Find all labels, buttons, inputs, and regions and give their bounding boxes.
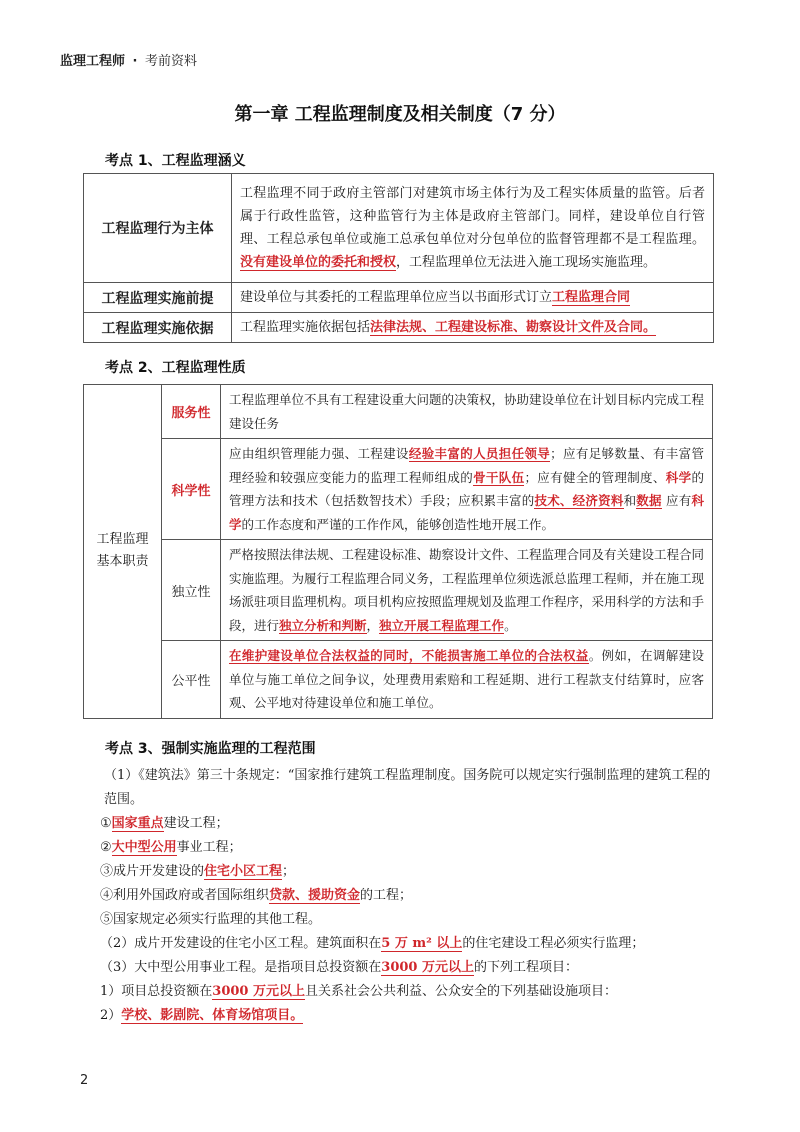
row-text: 应由组织管理能力强、工程建设经验丰富的人员担任领导；应有足够数量、有丰富管理经验和较强应变能力的监理工程师组成的骨干队伍；应有健全的管理制度、科学的管理方法和技术（包括数智技术）手段；应积累丰富的技术、经济资料和数据 应有科学的工作态度和严谨的工作作风，能够创造性地开展工作。 bbox=[221, 439, 713, 540]
list-item: ③成片开发建设的住宅小区工程； bbox=[100, 864, 296, 879]
line-4: 1）项目总投资额在3000 万元以上且关系社会公共利益、公众安全的下列基础设施项目： bbox=[100, 984, 618, 999]
page-header bbox=[60, 50, 197, 69]
section3-heading: 考点 3、强制实施监理的工程范围 bbox=[105, 741, 316, 757]
table-row bbox=[84, 385, 713, 439]
kind-fairness: 公平性 bbox=[162, 641, 221, 719]
section2-heading: 考点 2、工程监理性质 bbox=[105, 360, 246, 376]
intro-paragraph: （1）《建筑法》第三十条规定：“国家推行建筑工程监理制度。国务院可以规定实行强制监理的建筑工程的范围。 bbox=[104, 768, 711, 807]
row-label: 工程监理实施依据 bbox=[84, 313, 232, 343]
row-text: 严格按照法律法规、工程建设标准、勘察设计文件、工程监理合同及有关建设工程合同实施监理。为履行工程监理合同义务，工程监理单位须选派总监理工程师，并在施工现场派驻项目监理机构。项目机构应按照监理规划及监理工作程序，采用科学的方法和手段，进行独立分析和判断，独立开展工程监理工作。 bbox=[221, 540, 713, 641]
list-item: ④利用外国政府或者国际组织贷款、援助资金的工程； bbox=[100, 888, 413, 903]
kind-service: 服务性 bbox=[162, 385, 221, 439]
row-text: 工程监理实施依据包括法律法规、工程建设标准、勘察设计文件及合同。 bbox=[232, 313, 714, 343]
table-row bbox=[84, 283, 714, 313]
table-row bbox=[84, 540, 713, 641]
line-3: （3）大中型公用事业工程。是指项目总投资额在3000 万元以上的下列工程项目： bbox=[100, 960, 579, 975]
highlight-text: 工程监理合同 bbox=[552, 290, 631, 305]
line-5: 2）学校、影剧院、体育场馆项目。 bbox=[100, 1008, 304, 1023]
kind-independence: 独立性 bbox=[162, 540, 221, 641]
list-item: ⑤国家规定必须实行监理的其他工程。 bbox=[100, 912, 322, 927]
line-2: （2）成片开发建设的住宅小区工程。建筑面积在5 万 m² 以上的住宅建设工程必须实行监理； bbox=[100, 936, 645, 951]
list-item: ②大中型公用事业工程； bbox=[100, 840, 242, 855]
section2-table bbox=[83, 384, 713, 719]
row-label: 工程监理行为主体 bbox=[84, 174, 232, 283]
header-dot: · bbox=[132, 54, 138, 69]
chapter-title: 第一章 工程监理制度及相关制度（7 分） bbox=[234, 104, 566, 125]
section1-heading: 考点 1、工程监理涵义 bbox=[105, 153, 246, 169]
header-subtitle: 考前资料 bbox=[145, 54, 198, 69]
row-text: 在维护建设单位合法权益的同时，不能损害施工单位的合法权益。例如，在调解建设单位与施工单位之间争议，处理费用索赔和工程延期、进行工程款支付结算时，应客观、公平地对待建设单位和施工单位。 bbox=[221, 641, 713, 719]
table-row bbox=[84, 439, 713, 540]
section3-body bbox=[100, 764, 720, 1028]
row-text: 工程监理不同于政府主管部门对建筑市场主体行为及工程实体质量的监管。后者属于行政性监管，这种监管行为主体是政府主管部门。同样，建设单位自行管理、工程总承包单位或施工总承包单位对分包单位的监督管理都不是工程监理。没有建设单位的委托和授权，工程监理单位无法进入施工现场实施监理。 bbox=[232, 174, 714, 283]
row-text: 建设单位与其委托的工程监理单位应当以书面形式订立工程监理合同 bbox=[232, 283, 714, 313]
row-label: 工程监理实施前提 bbox=[84, 283, 232, 313]
section1-table bbox=[83, 173, 714, 343]
table-row bbox=[84, 641, 713, 719]
duty-label: 工程监理 基本职责 bbox=[84, 385, 162, 719]
page-number: 2 bbox=[80, 1073, 89, 1088]
highlight-text: 没有建设单位的委托和授权 bbox=[240, 255, 397, 270]
kind-science: 科学性 bbox=[162, 439, 221, 540]
header-brand: 监理工程师 bbox=[60, 54, 126, 69]
list-item: ①国家重点建设工程； bbox=[100, 816, 229, 831]
row-text: 工程监理单位不具有工程建设重大问题的决策权，协助建设单位在计划目标内完成工程建设任务 bbox=[221, 385, 713, 439]
table-row bbox=[84, 313, 714, 343]
highlight-text: 法律法规、工程建设标准、勘察设计文件及合同。 bbox=[370, 320, 657, 335]
table-row bbox=[84, 174, 714, 283]
